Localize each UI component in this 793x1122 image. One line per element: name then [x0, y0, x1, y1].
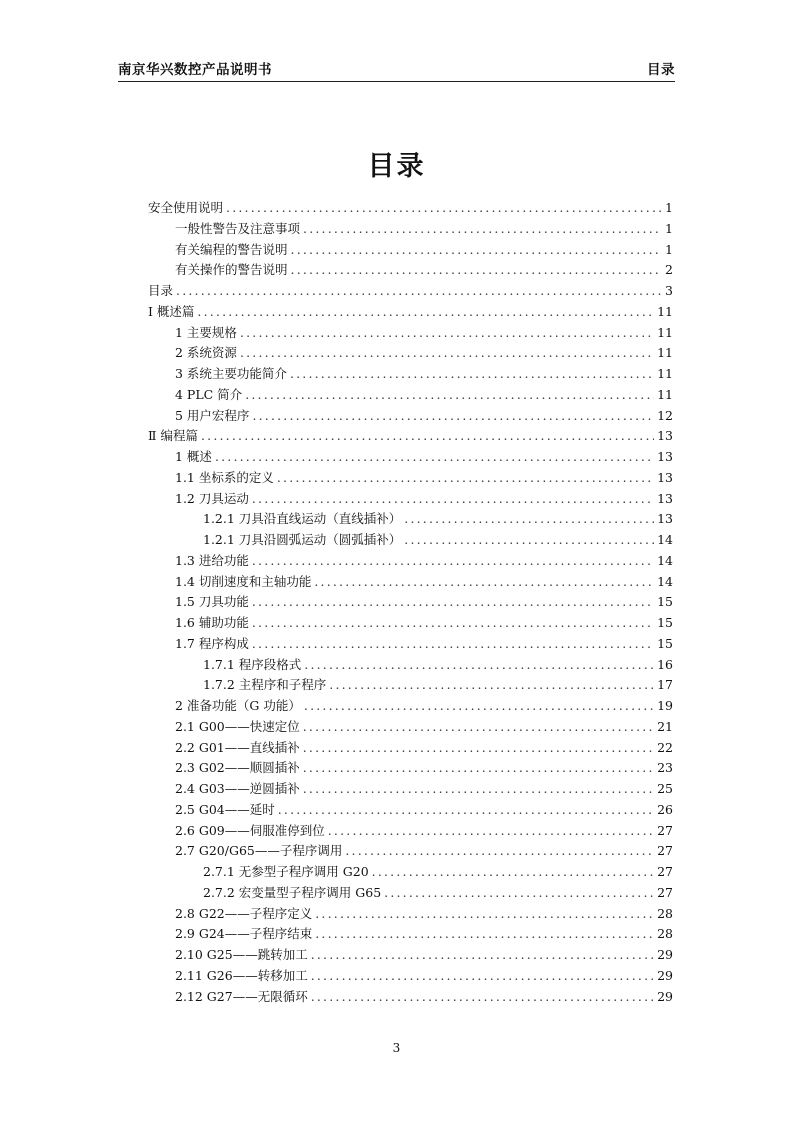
toc-leader-dots — [176, 281, 662, 302]
toc-entry-label: 2 准备功能（G 功能） — [175, 698, 301, 713]
toc-entry[interactable] — [148, 987, 673, 1008]
toc-entry-page: 14 — [657, 552, 673, 568]
toc-entry[interactable] — [148, 904, 673, 925]
toc-entry-label: 1 主要规格 — [175, 324, 237, 340]
toc-entry[interactable] — [148, 758, 673, 779]
toc-entry-label: 1 概述 — [175, 449, 212, 464]
toc-entry[interactable] — [148, 385, 673, 406]
toc-entry-page: 11 — [657, 366, 673, 381]
toc-entry[interactable] — [148, 426, 673, 447]
toc-leader-dots — [252, 406, 654, 427]
toc-leader-dots — [252, 592, 654, 613]
toc-entry[interactable] — [148, 551, 673, 572]
toc-entry-label: 1.7 程序构成 — [175, 635, 249, 651]
toc-leader-dots — [197, 302, 654, 323]
toc-leader-dots — [291, 260, 663, 281]
toc-leader-dots — [291, 240, 663, 261]
toc-entry-page: 12 — [657, 407, 673, 423]
toc-entry-label: 1.2 刀具运动 — [175, 490, 249, 506]
toc-entry-page: 3 — [665, 283, 673, 298]
toc-entry-label: 2.2 G01——直线插补 — [175, 739, 300, 755]
toc-entry-page: 28 — [657, 905, 673, 921]
toc-entry-label: 2.1 G00——快速定位 — [175, 718, 300, 734]
toc-leader-dots — [303, 738, 654, 759]
toc-entry-page: 26 — [657, 801, 673, 817]
toc-leader-dots — [303, 779, 654, 800]
toc-entry-label: 1.2.1 刀具沿直线运动（直线插补） — [203, 511, 402, 527]
toc-entry-label: 2.10 G25——跳转加工 — [175, 947, 308, 962]
toc-entry-page: 21 — [657, 718, 673, 734]
toc-leader-dots — [315, 904, 654, 925]
toc-leader-dots — [290, 364, 654, 385]
toc-leader-dots — [384, 883, 654, 904]
toc-leader-dots — [404, 530, 654, 551]
toc-entry-label: 安全使用说明 — [148, 200, 224, 215]
toc-entry-page: 11 — [657, 386, 673, 402]
toc-entry-page: 22 — [657, 739, 673, 755]
toc-entry[interactable] — [148, 509, 673, 530]
toc-entry-page: 1 — [665, 241, 673, 257]
toc-entry[interactable] — [148, 572, 673, 593]
toc-entry-label: Ⅱ 编程篇 — [148, 428, 198, 444]
toc-leader-dots — [252, 613, 654, 634]
toc-entry-label: 1.4 切削速度和主轴功能 — [175, 573, 312, 589]
toc-leader-dots — [303, 717, 654, 738]
header-section-title: 目录 — [647, 62, 675, 78]
toc-entry[interactable] — [148, 260, 673, 281]
page-title: 目录 — [367, 151, 426, 182]
toc-leader-dots — [315, 924, 654, 945]
toc-entry-page: 29 — [657, 967, 673, 983]
toc-entry-label: 2.7 G20/G65——子程序调用 — [175, 843, 343, 859]
toc-entry[interactable] — [148, 343, 673, 364]
toc-entry[interactable] — [148, 945, 673, 966]
toc-leader-dots — [201, 426, 654, 447]
toc-entry[interactable] — [148, 219, 673, 240]
toc-entry[interactable] — [148, 634, 673, 655]
header-document-title: 南京华兴数控产品说明书 — [118, 62, 272, 78]
toc-entry-page: 29 — [657, 988, 673, 1004]
toc-entry-label: 4 PLC 简介 — [175, 386, 243, 402]
toc-leader-dots — [311, 987, 654, 1008]
toc-entry[interactable] — [148, 696, 673, 717]
toc-entry-label: 2.9 G24——子程序结束 — [175, 926, 313, 942]
toc-entry-page: 23 — [657, 760, 673, 776]
toc-leader-dots — [215, 447, 654, 468]
toc-leader-dots — [304, 655, 654, 676]
toc-leader-dots — [303, 219, 662, 240]
toc-entry[interactable] — [148, 302, 673, 323]
page-number: 3 — [392, 1041, 401, 1055]
toc-leader-dots — [345, 841, 654, 862]
toc-entry[interactable] — [148, 966, 673, 987]
toc-entry-page: 15 — [657, 635, 673, 651]
toc-entry[interactable] — [148, 800, 673, 821]
toc-entry[interactable] — [148, 862, 673, 883]
toc-entry-label: 一般性警告及注意事项 — [175, 220, 301, 236]
toc-entry-page: 28 — [657, 926, 673, 942]
toc-leader-dots — [311, 945, 654, 966]
toc-entry[interactable] — [148, 323, 673, 344]
toc-entry-page: 27 — [657, 884, 673, 900]
toc-entry-page: 13 — [657, 449, 673, 464]
toc-leader-dots — [240, 343, 654, 364]
toc-entry[interactable] — [148, 717, 673, 738]
toc-entry-label: 2.12 G27——无限循环 — [175, 988, 308, 1004]
toc-entry-page: 15 — [657, 594, 673, 610]
toc-entry-page: 16 — [657, 656, 673, 672]
toc-entry-label: 1.6 辅助功能 — [175, 615, 249, 630]
toc-entry-label: 1.2.1 刀具沿圆弧运动（圆弧插补） — [203, 532, 402, 547]
toc-entry-label: 1.7.1 程序段格式 — [203, 656, 302, 672]
toc-entry-label: 有关操作的警告说明 — [175, 262, 288, 278]
toc-entry-label: 2.5 G04——延时 — [175, 801, 275, 817]
toc-leader-dots — [404, 509, 654, 530]
toc-entry[interactable] — [148, 592, 673, 613]
toc-entry-page: 13 — [657, 428, 673, 444]
toc-entry[interactable] — [148, 738, 673, 759]
toc-entry[interactable] — [148, 883, 673, 904]
toc-leader-dots — [372, 862, 654, 883]
toc-entry-page: 17 — [657, 677, 673, 693]
toc-entry-page: 25 — [657, 781, 673, 796]
toc-entry-page: 13 — [657, 469, 673, 485]
toc-entry[interactable] — [148, 468, 673, 489]
toc-entry-page: 27 — [657, 843, 673, 859]
toc-leader-dots — [303, 758, 654, 779]
toc-entry-label: 2.7.1 无参型子程序调用 G20 — [203, 864, 369, 879]
toc-entry-page: 13 — [657, 490, 673, 506]
toc-entry-page: 15 — [657, 615, 673, 630]
toc-entry[interactable] — [148, 530, 673, 551]
toc-entry-label: 3 系统主要功能简介 — [175, 366, 287, 381]
toc-entry-label: 2.3 G02——顺圆插补 — [175, 760, 300, 776]
toc-entry[interactable] — [148, 489, 673, 510]
toc-entry-page: 1 — [665, 200, 673, 215]
toc-leader-dots — [314, 572, 654, 593]
toc-entry-label: 有关编程的警告说明 — [175, 241, 288, 257]
toc-leader-dots — [226, 198, 662, 219]
toc-entry[interactable] — [148, 924, 673, 945]
toc-entry[interactable] — [148, 240, 673, 261]
toc-entry-label: 1.3 进给功能 — [175, 552, 249, 568]
toc-entry-label: 1.7.2 主程序和子程序 — [203, 677, 327, 693]
toc-entry-page: 1 — [665, 220, 673, 236]
toc-entry[interactable] — [148, 779, 673, 800]
toc-leader-dots — [252, 634, 654, 655]
toc-entry[interactable] — [148, 198, 673, 219]
toc-entry-page: 11 — [657, 303, 673, 319]
page-header — [118, 58, 675, 82]
toc-entry-page: 14 — [657, 532, 673, 547]
toc-entry-label: 2.6 G09——伺服准停到位 — [175, 822, 325, 838]
toc-entry[interactable] — [148, 447, 673, 468]
toc-entry[interactable] — [148, 821, 673, 842]
toc-entry-label: 目录 — [148, 283, 174, 298]
toc-entry-label: 2 系统资源 — [175, 345, 237, 361]
toc-entry[interactable] — [148, 406, 673, 427]
toc-entry[interactable] — [148, 281, 673, 302]
toc-entry-label: 2.4 G03——逆圆插补 — [175, 781, 300, 796]
toc-leader-dots — [245, 385, 654, 406]
toc-entry-label: 5 用户宏程序 — [175, 407, 250, 423]
table-of-contents — [148, 198, 673, 1007]
toc-entry[interactable] — [148, 655, 673, 676]
toc-leader-dots — [328, 821, 654, 842]
toc-entry[interactable] — [148, 364, 673, 385]
toc-leader-dots — [278, 800, 654, 821]
toc-entry-label: 1.1 坐标系的定义 — [175, 469, 274, 485]
toc-entry-label: 2.7.2 宏变量型子程序调用 G65 — [203, 884, 382, 900]
toc-entry-label: 2.11 G26——转移加工 — [175, 967, 308, 983]
toc-entry-page: 29 — [657, 947, 673, 962]
toc-leader-dots — [329, 675, 654, 696]
toc-entry[interactable] — [148, 613, 673, 634]
toc-entry-page: 14 — [657, 573, 673, 589]
toc-entry[interactable] — [148, 675, 673, 696]
toc-leader-dots — [252, 551, 654, 572]
toc-entry-page: 11 — [657, 324, 673, 340]
toc-leader-dots — [240, 323, 654, 344]
toc-entry-label: Ⅰ 概述篇 — [148, 303, 195, 319]
toc-entry[interactable] — [148, 841, 673, 862]
toc-entry-label: 1.5 刀具功能 — [175, 594, 249, 610]
toc-leader-dots — [252, 489, 654, 510]
toc-entry-label: 2.8 G22——子程序定义 — [175, 905, 313, 921]
toc-leader-dots — [304, 696, 654, 717]
toc-entry-page: 13 — [657, 511, 673, 527]
toc-leader-dots — [311, 966, 654, 987]
toc-entry-page: 11 — [657, 345, 673, 361]
toc-entry-page: 27 — [657, 864, 673, 879]
toc-entry-page: 27 — [657, 822, 673, 838]
toc-entry-page: 19 — [657, 698, 673, 713]
toc-leader-dots — [277, 468, 654, 489]
toc-entry-page: 2 — [665, 262, 673, 278]
